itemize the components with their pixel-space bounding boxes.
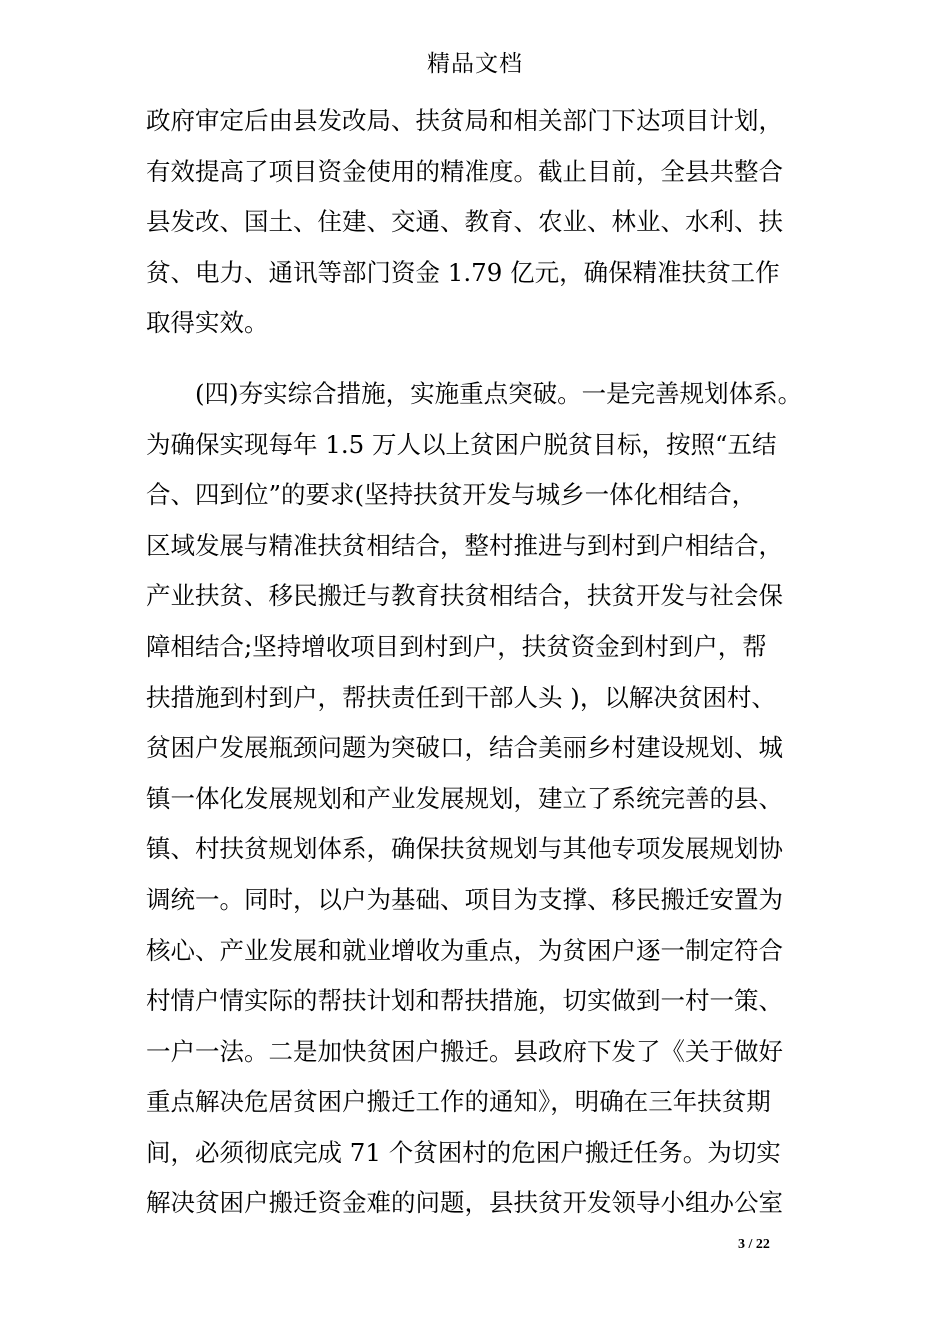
text-line: 区域发展与精准扶贫相结合，整村推进与到村到户相结合， bbox=[146, 530, 783, 560]
page-number: 3 / 22 bbox=[738, 1237, 770, 1252]
text-line: 县发改、国土、住建、交通、教育、农业、林业、水利、扶 bbox=[146, 207, 783, 237]
document-body bbox=[146, 96, 826, 1229]
text-line: 村情户情实际的帮扶计划和帮扶措施，切实做到一村一策、 bbox=[146, 986, 783, 1016]
text-line: 调统一。同时，以户为基础、项目为支撑、移民搬迁安置为 bbox=[146, 884, 783, 914]
text-line: 取得实效。 bbox=[146, 308, 269, 338]
page-header-title: 精品文档 bbox=[427, 51, 523, 77]
text-line: 政府审定后由县发改局、扶贫局和相关部门下达项目计划， bbox=[146, 106, 783, 135]
text-line: (四)夯实综合措施，实施重点突破。一是完善规划体系。 bbox=[195, 378, 803, 408]
text-line: 贫困户发展瓶颈问题为突破口，结合美丽乡村建设规划、城 bbox=[146, 733, 783, 763]
text-line: 重点解决危居贫困户搬迁工作的通知》，明确在三年扶贫期 bbox=[146, 1087, 771, 1117]
paragraph-1 bbox=[146, 96, 826, 349]
text-line: 合、四到位”的要求(坚持扶贫开发与城乡一体化相结合， bbox=[146, 480, 757, 510]
text-line: 一户一法。二是加快贫困户搬迁。县政府下发了《关于做好 bbox=[146, 1036, 783, 1066]
text-line: 间，必须彻底完成 71 个贫困村的危困户搬迁任务。为切实 bbox=[146, 1137, 781, 1167]
text-line: 为确保实现每年 1.5 万人以上贫困户脱贫目标，按照“五结 bbox=[146, 429, 777, 459]
text-line: 障相结合;坚持增收项目到村到户，扶贫资金到村到户，帮 bbox=[146, 631, 767, 661]
paragraph-spacer bbox=[146, 349, 826, 369]
text-line: 贫、电力、通讯等部门资金 1.79 亿元，确保精准扶贫工作 bbox=[146, 257, 780, 287]
text-line: 镇一体化发展规划和产业发展规划，建立了系统完善的县、 bbox=[146, 783, 783, 813]
paragraph-2 bbox=[146, 369, 826, 1229]
text-line: 产业扶贫、移民搬迁与教育扶贫相结合，扶贫开发与社会保 bbox=[146, 581, 783, 611]
text-line: 扶措施到村到户，帮扶责任到干部人头 )，以解决贫困村、 bbox=[146, 682, 776, 712]
text-line: 镇、村扶贫规划体系，确保扶贫规划与其他专项发展规划协 bbox=[146, 834, 783, 864]
text-line: 核心、产业发展和就业增收为重点，为贫困户逐一制定符合 bbox=[146, 935, 783, 965]
text-line: 解决贫困户搬迁资金难的问题，县扶贫开发领导小组办公室 bbox=[146, 1188, 783, 1218]
text-line: 有效提高了项目资金使用的精准度。截止目前，全县共整合 bbox=[146, 156, 783, 186]
